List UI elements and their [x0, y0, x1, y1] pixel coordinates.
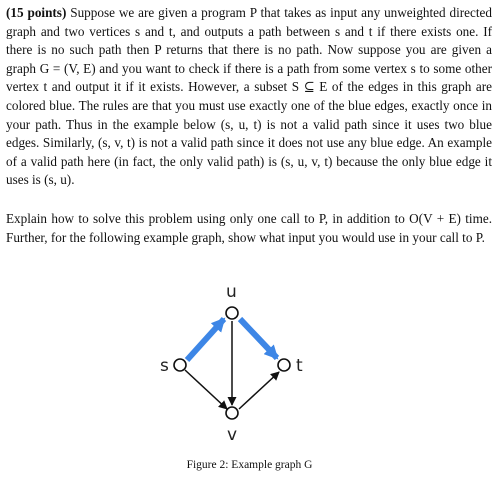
node-label-t: t	[296, 356, 303, 376]
points-label: (15 points)	[6, 5, 67, 20]
problem-paragraph-2: Explain how to solve this problem using only one call to P, in addition to O(V + E) time. Further, for the following example graph, show what input you would use in your call to P.	[6, 211, 492, 245]
figure-caption: Figure 2: Example graph G	[186, 459, 313, 471]
edge-u-t-blue	[240, 319, 277, 358]
edge-v-t	[239, 372, 279, 409]
edge-s-v	[185, 370, 227, 409]
node-label-u: u	[226, 282, 237, 302]
node-u	[226, 307, 238, 319]
node-label-v: v	[227, 425, 238, 445]
example-graph-figure	[130, 270, 350, 445]
node-s	[174, 359, 186, 371]
problem-text-1: Suppose we are given a program P that takes as input any unweighted directed graph and two vertices s and t, and outputs a path between s and t if there exists one. If there is no such path then P returns that there is no path. Now suppose you are given a graph G = (V, E) and you want to check if there is a path from some vertex s to some other vertex t and output it if it exists. However, a subset S ⊆ E of the edges in this graph are colored blue. The rules are that you must use exactly one of the blue edges, exactly once in your path. Thus in the example below (s, u, t) is not a valid path since it uses two blue edges. Similarly, (s, v, t) is not a valid path since it does not use any blue edge. An example of a valid path here (in fact, the only valid path) is (s, u, v, t) because the only blue edge it uses is (s, u).	[6, 5, 493, 188]
edge-s-u-blue	[187, 319, 224, 360]
node-t	[278, 359, 290, 371]
problem-paragraph-1	[6, 4, 492, 190]
node-v	[226, 407, 238, 419]
node-label-s: s	[160, 356, 169, 376]
